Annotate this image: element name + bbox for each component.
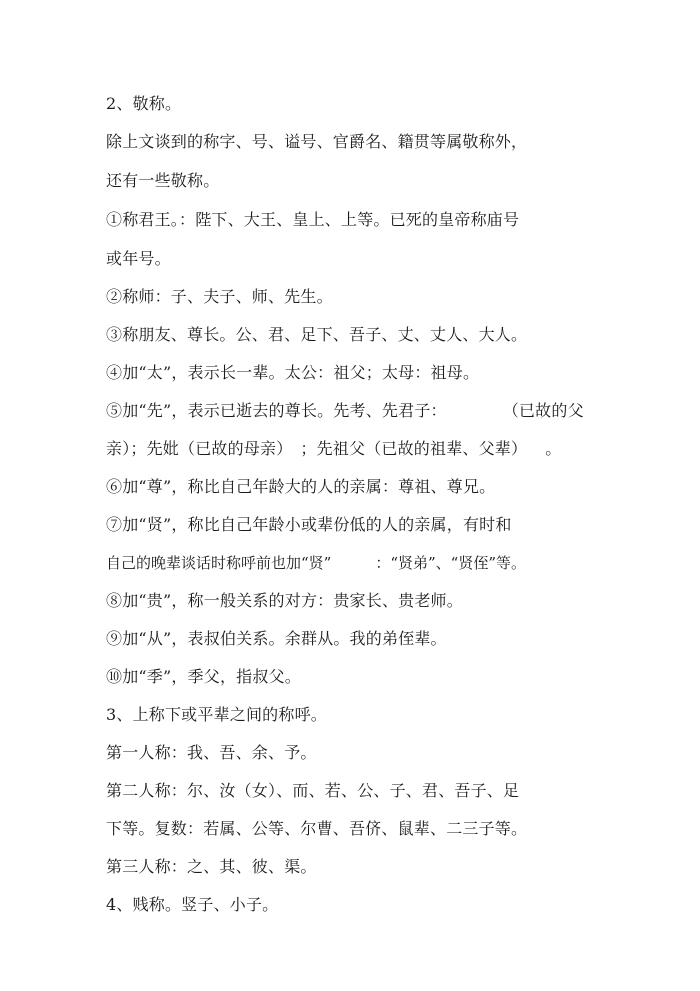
list-item-friends: ③称朋友、尊长。公、君、足下、吾子、丈、丈人、大人。 <box>106 325 528 344</box>
list-item-xian-virtuous: ⑦加“贤”，称比自己年龄小或辈份低的人的亲属，有时和 <box>106 515 512 534</box>
paragraph-second-person: 第二人称：尔、汝（女）、而、若、公、子、君、吾子、足 <box>106 781 520 800</box>
list-item-continuation <box>106 553 526 573</box>
list-item-text: 。 <box>545 439 562 458</box>
heading-humble-address: 4、贱称。竖子、小子。 <box>106 895 279 914</box>
list-item-cong: ⑨加“从”，表叔伯关系。余群从。我的弟侄辈。 <box>106 629 447 648</box>
list-item-ji: ⑩加“季”，季父，指叔父。 <box>106 667 301 686</box>
list-item-tai: ④加“太”，表示长一辈。太公：祖父；太母：祖母。 <box>106 363 480 382</box>
paragraph-line: 除上文谈到的称字、号、谥号、官爵名、籍贯等属敬称外， <box>106 132 528 151</box>
list-item-gui: ⑧加“贵”，称一般关系的对方：贵家长、贵老师。 <box>106 591 463 610</box>
list-item-text: 亲）；先妣（已故的母亲） <box>106 439 293 458</box>
list-item-text: ：“贤弟”、“贤侄”等。 <box>375 554 527 572</box>
paragraph-first-person: 第一人称：我、吾、余、予。 <box>106 743 317 762</box>
list-item-text: 自己的晚辈谈话时称呼前也加“贤” <box>106 554 332 572</box>
paragraph-line: 还有一些敬称。 <box>106 171 220 190</box>
heading-peer-address: 3、上称下或平辈之间的称呼。 <box>106 705 327 724</box>
list-item-text: （已故的父 <box>502 401 584 420</box>
list-item-continuation: 或年号。 <box>106 249 171 268</box>
list-item-continuation <box>106 439 561 459</box>
list-item-teacher: ②称师：子、夫子、师、先生。 <box>106 287 333 306</box>
list-item-emperor: ①称君王。：陛下、大王、皇上、上等。已死的皇帝称庙号 <box>106 210 520 229</box>
list-item-xian <box>106 401 584 421</box>
paragraph-third-person: 第三人称：之、其、彼、渠。 <box>106 857 317 876</box>
list-item-zun: ⑥加“尊”，称比自己年龄大的人的亲属：尊祖、尊兄。 <box>106 477 496 496</box>
paragraph-continuation: 下等。复数：若属、公等、尔曹、吾侪、鼠辈、二三子等。 <box>106 819 528 838</box>
heading-honorifics: 2、敬称。 <box>106 94 182 113</box>
list-item-text: ⑤加“先”，表示已逝去的尊长。先考、先君子： <box>106 401 447 420</box>
list-item-text: ；先祖父（已故的祖辈、父辈） <box>300 439 528 458</box>
